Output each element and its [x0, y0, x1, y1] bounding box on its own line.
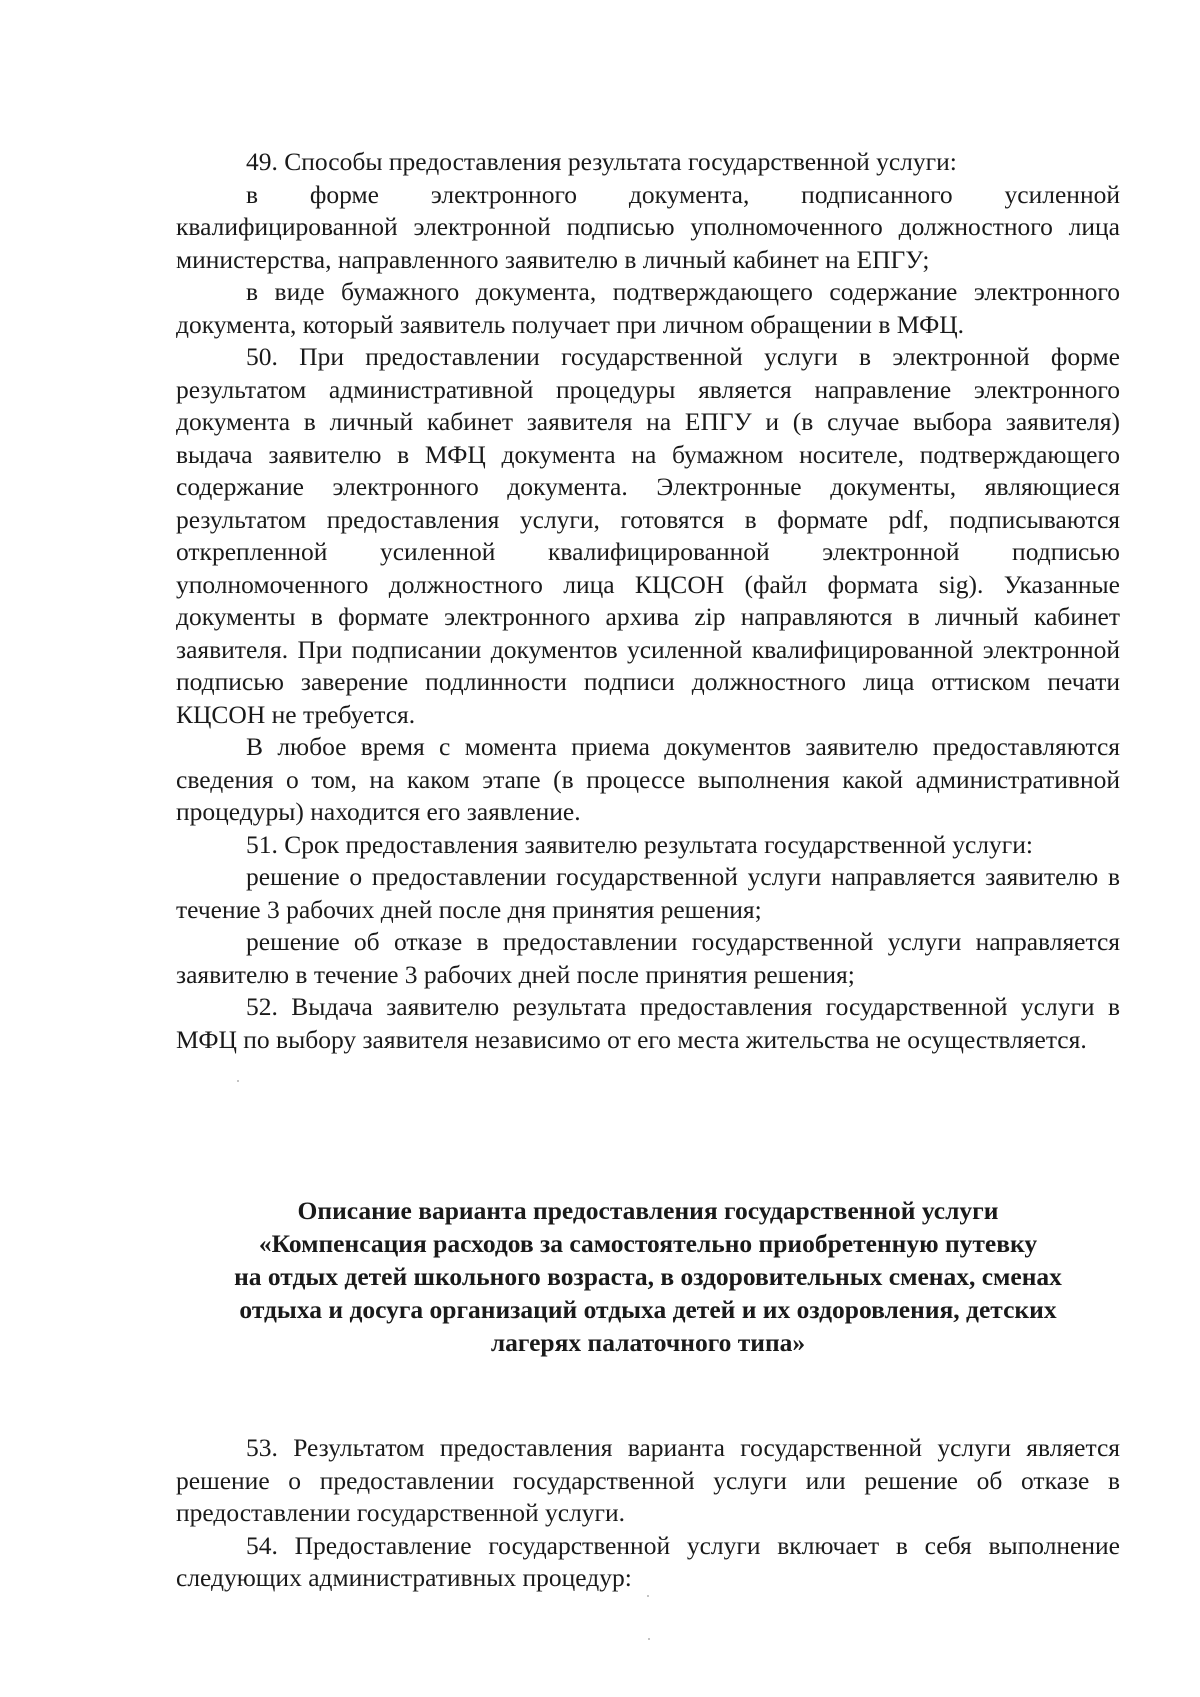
section-heading — [176, 1194, 1120, 1359]
paragraph-49-item-paper: в виде бумажного документа, подтверждающего содержание электронного документа, который заявитель получает при личном обращении в МФЦ. — [176, 277, 1120, 339]
paragraph-51-item-refusal: решение об отказе в предоставлении государственной услуги направляется заявителю в течение 3 рабочих дней после принятия решения; — [176, 927, 1120, 989]
paragraph-49: 49. Способы предоставления результата государственной услуги: — [246, 147, 957, 176]
section-heading-line: на отдых детей школьного возраста, в оздоровительных сменах, сменах — [234, 1262, 1062, 1291]
scan-speck — [647, 1595, 649, 1597]
paragraph-52: 52. Выдача заявителю результата предоставления государственной услуги в МФЦ по выбору заявителя независимо от его места жительства не осуществляется. — [176, 992, 1120, 1054]
section-heading-line: Описание варианта предоставления государственной услуги — [297, 1196, 999, 1225]
paragraph-50-status-info: В любое время с момента приема документов заявителю предоставляются сведения о том, на каком этапе (в процессе выполнения какой административной процедуры) находится его заявление. — [176, 732, 1120, 826]
section-heading-line: «Компенсация расходов за самостоятельно приобретенную путевку — [258, 1229, 1038, 1258]
scan-speck — [237, 1080, 239, 1082]
paragraph-51: 51. Срок предоставления заявителю результата государственной услуги: — [246, 829, 1033, 859]
paragraph-53: 53. Результатом предоставления варианта государственной услуги является решение о предоставлении государственной услуги или решение об отказе в предоставлении государственной услуги. — [176, 1433, 1120, 1527]
paragraph-50: 50. При предоставлении государственной услуги в электронной форме результатом административной процедуры является направление электронного документа в личный кабинет заявителя на ЕПГУ и (в случае выбора заявителя) выдача заявителю в МФЦ документа на бумажном носителе, подтверждающего содержание электронного документа. Электронные документы, являющиеся результатом предоставления услуги, готовятся в формате pdf, подписываются открепленной усиленной квалифицированной электронной подписью уполномоченного должностного лица КЦСОН (файл формата sig). Указанные документы в формате электронного архива zip направляются в личный кабинет заявителя. При подписании документов усиленной квалифицированной электронной подписью заверение подлинности подписи должностного лица оттиском печати КЦСОН не требуется. — [176, 342, 1120, 729]
section-heading-line: лагерях палаточного типа» — [490, 1328, 806, 1357]
document-body-top — [176, 146, 1120, 1056]
paragraph-54: 54. Предоставление государственной услуги включает в себя выполнение следующих административных процедур: — [176, 1530, 1120, 1592]
paragraph-51-item-approval: решение о предоставлении государственной услуги направляется заявителю в течение 3 рабочих дней после дня принятия решения; — [176, 862, 1120, 924]
section-heading-line: отдыха и досуга организаций отдыха детей и их оздоровления, детских — [239, 1295, 1057, 1324]
document-body-bottom — [176, 1432, 1120, 1595]
scan-speck — [648, 1638, 650, 1640]
paragraph-49-item-electronic: в форме электронного документа, подписанного усиленной квалифицированной электронной подписью уполномоченного должностного лица министерства, направленного заявителю в личный кабинет на ЕПГУ; — [176, 179, 1120, 274]
